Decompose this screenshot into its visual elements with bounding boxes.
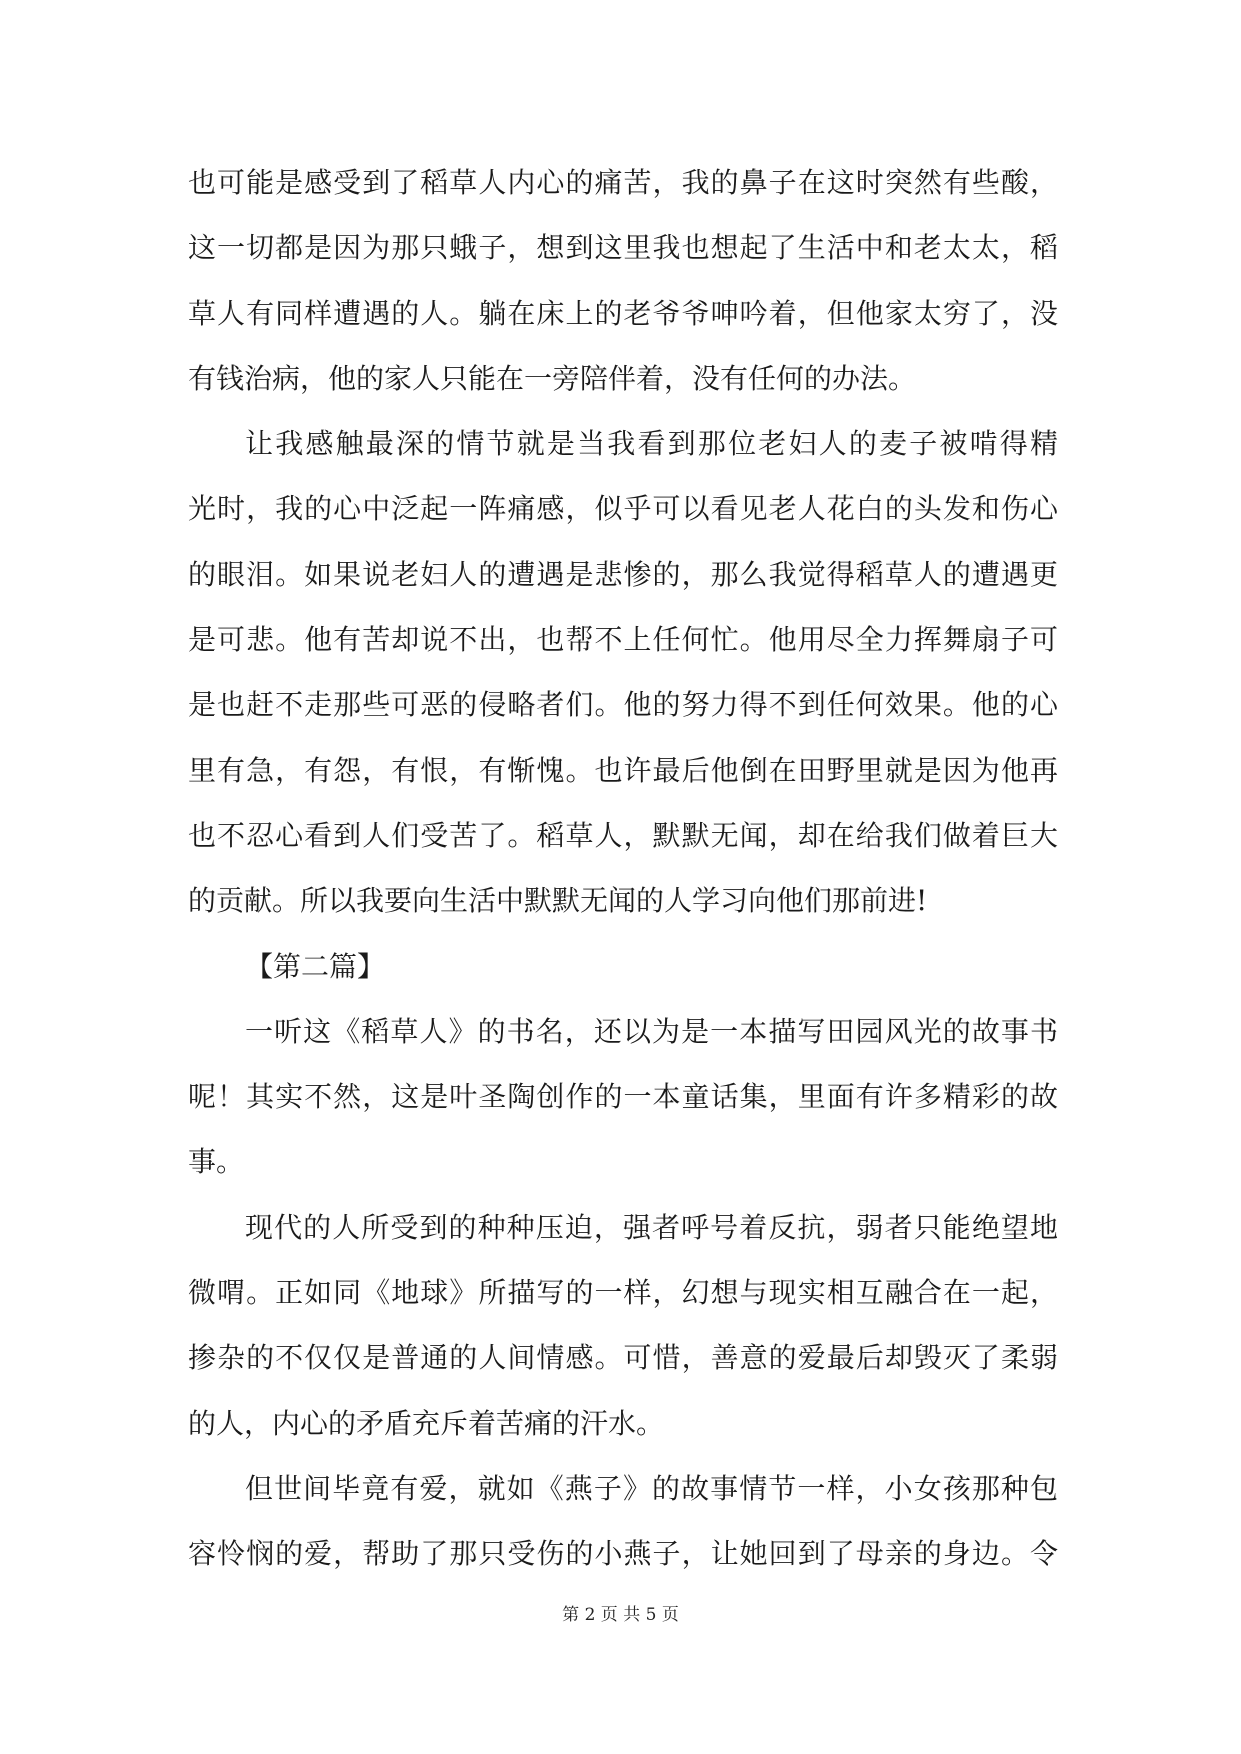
text-line: 是也赶不走那些可恶的侵略者们。他的努力得不到任何效果。他的心 [188, 688, 1058, 722]
section-heading: 【第二篇】 [245, 949, 386, 983]
text-line: 的人，内心的矛盾充斥着苦痛的汗水。 [188, 1406, 665, 1440]
text-line: 也可能是感受到了稻草人内心的痛苦，我的鼻子在这时突然有些酸， [188, 166, 1058, 199]
text-line: 让我感触最深的情节就是当我看到那位老妇人的麦子被啃得精 [245, 427, 1058, 461]
text-line: 草人有同样遭遇的人。躺在床上的老爷爷呻吟着，但他家太穷了，没 [188, 296, 1058, 330]
text-line: 一听这《稻草人》的书名，还以为是一本描写田园风光的故事书 [245, 1014, 1058, 1048]
text-line: 微喟。正如同《地球》所描写的一样，幻想与现实相互融合在一起， [188, 1276, 1058, 1310]
text-line: 容怜悯的爱，帮助了那只受伤的小燕子，让她回到了母亲的身边。令 [188, 1537, 1058, 1571]
text-line: 但世间毕竟有爱，就如《燕子》的故事情节一样，小女孩那种包 [245, 1471, 1058, 1505]
text-line: 的眼泪。如果说老妇人的遭遇是悲惨的，那么我觉得稻草人的遭遇更 [188, 557, 1058, 591]
text-line: 掺杂的不仅仅是普通的人间情感。可惜，善意的爱最后却毁灭了柔弱 [188, 1341, 1058, 1375]
text-line: 里有急，有怨，有恨，有惭愧。也许最后他倒在田野里就是因为他再 [188, 753, 1058, 787]
text-line: 呢！其实不然，这是叶圣陶创作的一本童话集，里面有许多精彩的故 [188, 1080, 1058, 1114]
text-line: 光时，我的心中泛起一阵痛感，似乎可以看见老人花白的头发和伤心 [188, 492, 1058, 526]
text-line: 也不忍心看到人们受苦了。稻草人，默默无闻，却在给我们做着巨大 [188, 818, 1058, 852]
page-number-footer: 第 2 页 共 5 页 [562, 1605, 679, 1625]
text-line: 现代的人所受到的种种压迫，强者呼号着反抗，弱者只能绝望地 [245, 1210, 1058, 1244]
body-text [188, 150, 1058, 1587]
text-line: 有钱治病，他的家人只能在一旁陪伴着，没有任何的办法。 [188, 361, 917, 395]
text-line: 事。 [188, 1145, 245, 1179]
text-line: 这一切都是因为那只蛾子，想到这里我也想起了生活中和老太太，稻 [188, 231, 1058, 265]
text-line: 是可悲。他有苦却说不出，也帮不上任何忙。他用尽全力挥舞扇子可 [188, 623, 1058, 657]
text-line: 的贡献。所以我要向生活中默默无闻的人学习向他们那前进! [188, 884, 928, 918]
